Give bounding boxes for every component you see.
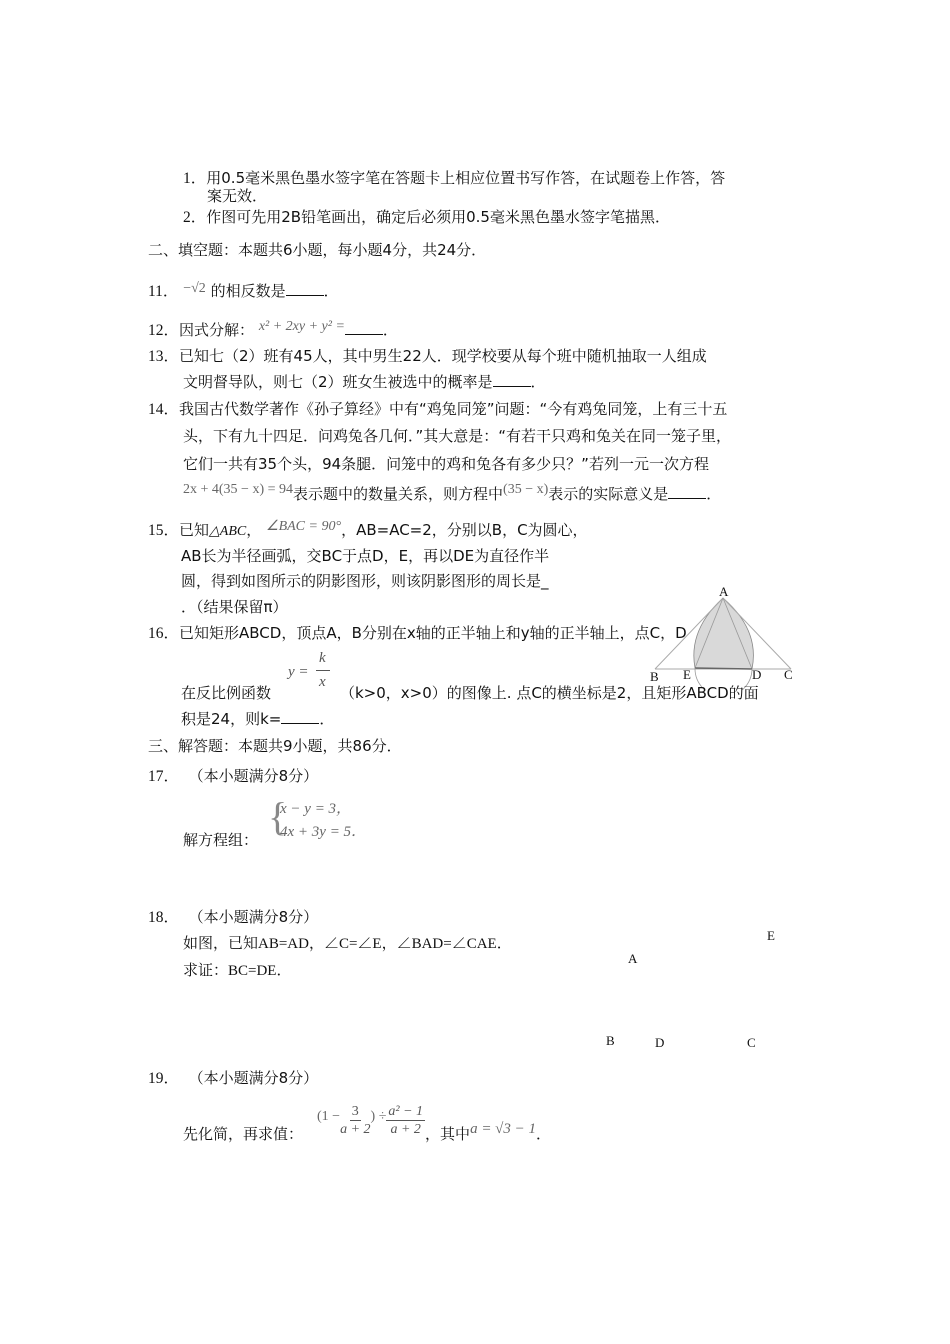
question-17-header: 17． （本小题满分8分）: [148, 767, 319, 785]
answer-blank[interactable]: [345, 320, 383, 335]
section-2-title: 二、填空题：本题共6小题，每小题4分，共24分．: [148, 241, 487, 259]
expression: (35 − x): [503, 482, 549, 497]
answer-blank[interactable]: [286, 281, 324, 296]
question-16-line1: 16．已知矩形ABCD，顶点A，B分别在x轴的正半轴上和y轴的正半轴上，点C，D: [148, 624, 687, 642]
note-1-cont: 案无效．: [207, 187, 268, 205]
brace-icon: {: [268, 794, 288, 839]
fig18-label-d: D: [655, 1035, 665, 1050]
question-15-line2: AB长为半径画弧，交BC于点D，E，再以DE为直径作半: [181, 547, 550, 565]
question-11: 11． −√2 的相反数是 ．: [148, 281, 339, 300]
answer-blank[interactable]: [493, 372, 531, 387]
equation: 2x + 4(35 − x) = 94: [183, 482, 294, 497]
math-expression: x² + 2xy + y² =: [258, 319, 345, 334]
question-15-line3: 圆，得到如图所示的阴影图形，则该阴影图形的周长是_: [181, 572, 549, 590]
fig15-label-a: A: [719, 584, 729, 599]
question-14-line4: 2x + 4(35 − x) = 94表示题中的数量关系，则方程中(35 − x)表示的实际意义是 ．: [183, 482, 722, 503]
fig15-label-e: E: [683, 667, 691, 682]
fig15-label-b: B: [650, 669, 659, 684]
question-14-line1: 14．我国古代数学著作《孙子算经》中有“鸡兔同笼”问题：“今有鸡兔同笼，上有三十五: [148, 400, 728, 418]
fig18-label-e: E: [767, 928, 775, 943]
fig18-label-a: A: [628, 951, 638, 966]
fig15-label-d: D: [752, 667, 762, 682]
question-16-line2b: （k>0，x>0）的图像上. 点C的横坐标是2，且矩形ABCD的面: [340, 684, 759, 702]
question-19-header: 19． （本小题满分8分）: [148, 1069, 319, 1087]
fig15-label-c: C: [784, 667, 793, 682]
question-18-line1: 如图，已知AB=AD，∠C=∠E，∠BAD=∠CAE．: [183, 936, 512, 952]
question-16-line2a: 在反比例函数: [181, 684, 272, 702]
question-12: 12．因式分解： x² + 2xy + y² = ．: [148, 319, 398, 339]
question-13-line2: 文明督导队，则七（2）班女生被选中的概率是 ．: [183, 373, 546, 391]
fig18-label-c: C: [747, 1035, 756, 1050]
note-2: 2．作图可先用2B铅笔画出，确定后必须用0.5毫米黑色墨水签字笔描黑．: [183, 208, 670, 226]
question-14-line3: 它们一共有35个头，94条腿．问笼中的鸡和兔各有多少只？”若列一元一次方程: [183, 455, 709, 473]
math-neg-sqrt2: −√2: [183, 281, 206, 296]
question-14-line2: 头，下有九十四足．问鸡兔各几何．”其大意是：“有若干只鸡和兔关在同一笼子里，: [183, 427, 732, 445]
question-13-line1: 13．已知七（2）班有45人，其中男生22人．现学校要从每个班中随机抽取一人组成: [148, 347, 707, 365]
answer-blank[interactable]: [281, 709, 319, 724]
question-18-line2: 求证：BC=DE．: [183, 963, 292, 979]
question-16-line3: 积是24，则k= ．: [181, 710, 335, 728]
answer-blank[interactable]: [668, 484, 706, 499]
note-1: 1．用0.5毫米黑色墨水签字笔在答题卡上相应位置书写作答，在试题卷上作答，答: [183, 169, 726, 187]
fraction-2: $\frac{\text{a² − 1}}{a + 2}$: [388, 1103, 424, 1137]
shaded-region: [694, 598, 754, 669]
fraction-1: $\frac{3}{a + 2}$: [340, 1103, 371, 1137]
fig18-label-b: B: [606, 1033, 615, 1048]
question-15-line1: 15．已知△ABC， ∠BAC = 90°，AB=AC=2，分别以B，C为圆心，: [148, 519, 588, 539]
question-19-expression: 先化简，再求值： (1 − $\frac{3}{a + 2}$ ) ÷ $\frac{\text{a² − 1}}{a + 2}$ ，其中 a = √3 − 1 ．: [183, 1103, 552, 1143]
section-3-title: 三、解答题：本题共9小题，共86分．: [148, 737, 402, 755]
question-18-header: 18． （本小题满分8分）: [148, 908, 319, 926]
question-17-text: 解方程组：: [183, 833, 259, 849]
question-15-line4: ．（结果保留π）: [181, 598, 288, 616]
